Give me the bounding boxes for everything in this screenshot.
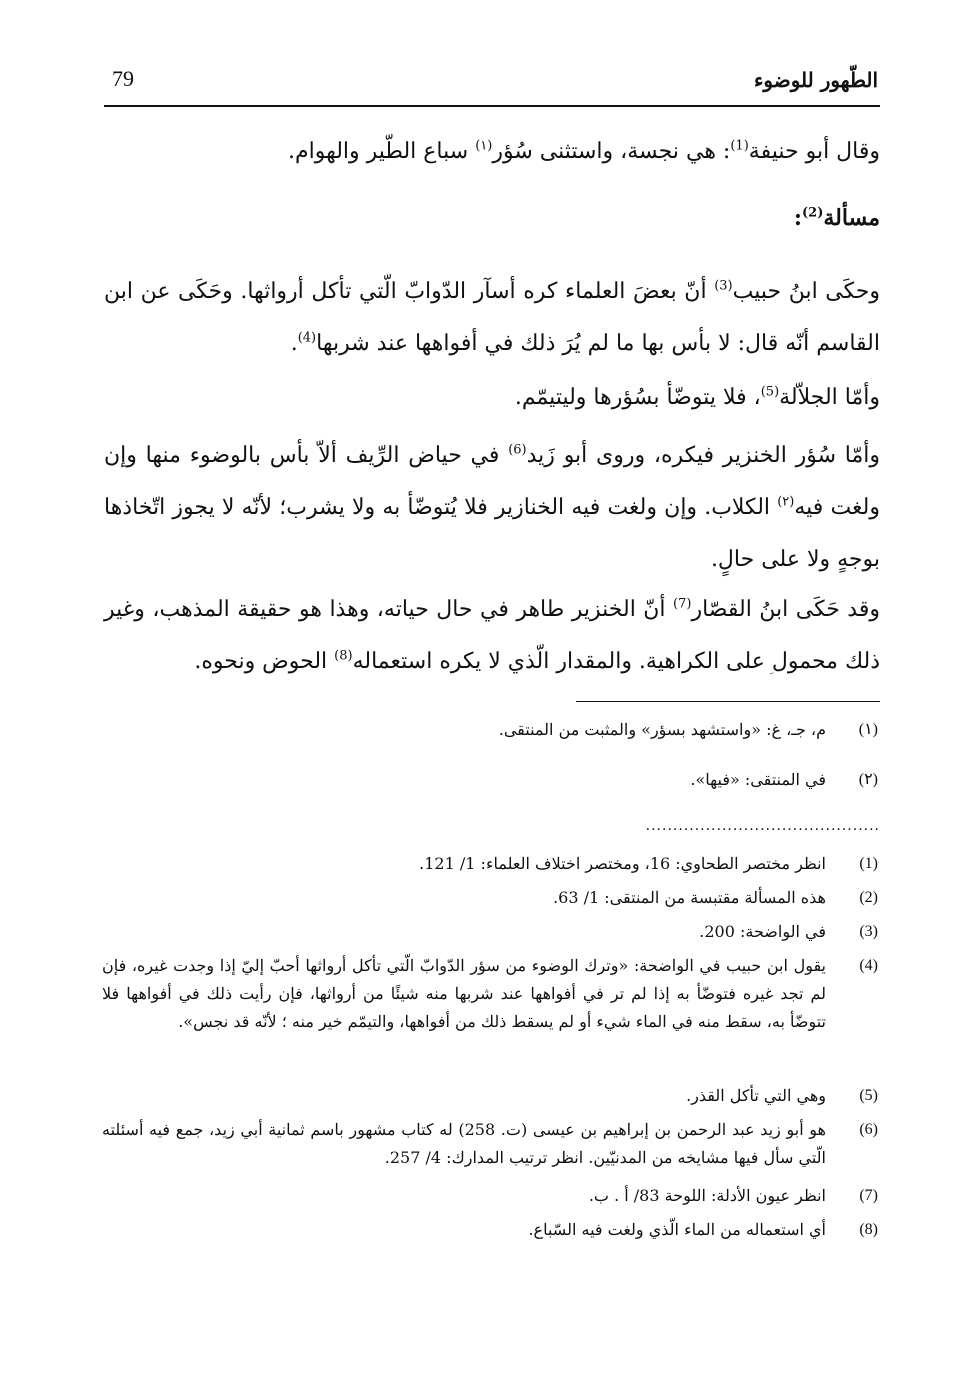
paragraph-3: [104, 372, 880, 424]
stray-mark: ﹶ: [770, 670, 774, 684]
footnote: [102, 952, 878, 1036]
footnote-text: في الواضحة: 200.: [699, 922, 826, 941]
footnote-text: هذه المسألة مقتبسة من المنتقى: 1/ 63.: [553, 888, 826, 907]
heading-colon: :: [793, 205, 803, 231]
footnote-number: (5): [859, 1087, 878, 1104]
footnote: [102, 918, 878, 946]
footnote-number: (7): [859, 1187, 878, 1204]
footnote-ref: (7): [673, 596, 692, 612]
footnote-ref: (3): [714, 278, 733, 294]
footnote: [102, 850, 878, 878]
variant-note: [102, 766, 878, 794]
variant-ref: (١): [475, 138, 493, 154]
paragraph-text: سباع الطّير والهوام.: [287, 139, 476, 164]
paragraph-text: أنّ بعضَ العلماء كره أسآر الدّوابّ الّتي تأكل أرواثها. وحَكَى عن ابن القاسم أنّه قال: لا بأس بها ما لم يُرَ ذلك في أفواهها عند شربها: [104, 279, 880, 356]
paragraph-text: الحوض ونحوه.: [194, 649, 335, 674]
paragraph-2: [104, 266, 880, 370]
footnote: [102, 1216, 878, 1244]
variant-note: [102, 716, 878, 744]
footnote-ref: (5): [760, 384, 780, 400]
variant-note-text: م، جـ، غ: «واستشهد بسؤر» والمثبت من المنتقى.: [498, 720, 826, 739]
footnote: [102, 884, 878, 912]
footnote-text: انظر مختصر الطحاوي: 16، ومختصر اختلاف العلماء: 1/ 121.: [419, 854, 826, 873]
footnote: [102, 1082, 878, 1110]
paragraph-text: أنّ الخنزير طاهر في حال حياته، وهذا هو حقيقة المذهب، وغير ذلك محمول على الكراهية. والمقدار الّذي لا يكره استعماله: [104, 597, 880, 674]
footnote-ref: (4): [297, 330, 317, 346]
variant-note-number: (٢): [858, 771, 878, 788]
paragraph-text: في حياض الرِّيف ألاّ بأس بالوضوء منها وإن ولغت فيه: [104, 443, 880, 520]
footnote-rule: [576, 701, 880, 702]
paragraph-text: وأمّا سُؤر الخنزير فيكره، وروى أبو زَيد: [526, 443, 880, 468]
section-heading: [104, 192, 880, 244]
paragraph-text: : هي نجسة، واستثنى سُؤر: [492, 139, 731, 164]
footnote-number: (2): [859, 889, 878, 906]
footnote-number: (6): [859, 1121, 878, 1138]
paragraph-4: [104, 430, 880, 586]
dotted-separator: ...........................................: [645, 818, 880, 834]
footnote-ref: (8): [334, 648, 353, 664]
footnote-number: (8): [859, 1221, 878, 1238]
paragraph-text: .: [290, 331, 298, 356]
paragraph-text: وقد حَكَى ابنُ القصّار: [691, 597, 880, 622]
paragraph-text: وأمّا الجلاّلة: [779, 385, 880, 410]
paragraph-text: الكلاب. وإن ولغت فيه الخنازير فلا يُتوضّأ به ولا يشرب؛ لأنّه لا يجوز اتّخاذها بوجهٍ ولا على حالٍ.: [104, 495, 880, 572]
footnote-number: (1): [859, 855, 878, 872]
footnote-text: وهي التي تأكل القذر.: [686, 1086, 826, 1105]
footnote-text: هو أبو زيد عبد الرحمن بن إبراهيم بن عيسى (ت. 258) له كتاب مشهور باسم ثمانية أبي زيد، جمع فيه أسئلته الّتي سأل فيها مشايخه من المدنيّين. انظر ترتيب المدارك: 4/ 257.: [102, 1120, 826, 1167]
footnote-ref: (1): [730, 138, 749, 154]
page-number: 79: [112, 66, 134, 91]
footnote-ref: (2): [802, 205, 824, 221]
footnote-ref: (6): [508, 442, 527, 458]
paragraph-text: ، فلا يتوضّأ بسُؤرها وليتيمّم.: [514, 385, 761, 410]
header-rule: [104, 105, 880, 107]
running-title: الطّهور للوضوء: [754, 68, 878, 92]
paragraph-text: وحكَى ابنُ حبيب: [732, 279, 880, 304]
footnote-number: (3): [859, 923, 878, 940]
footnote-text: انظر عيون الأدلة: اللوحة 83/ أ . ب.: [588, 1186, 826, 1205]
paragraph-text: وقال أبو حنيفة: [748, 139, 880, 164]
footnote-text: يقول ابن حبيب في الواضحة: «وترك الوضوء من سؤر الدّوابّ الّتي تأكل أرواثها أحبّ إليّ إذا وجدت غيره، فإن لم تجد غيره فتوضّأ به إذا لم تر في أفواهها عند شربها منه شيئًا من أرواثها، فإن رأيت ذلك في أفواهها فلا تتوضّأ به، سقط منه في الماء شيء أو لم يسقط ذلك من أفواهها، والتيمّم خير منه ؛ لأنّه قد نجس».: [102, 956, 826, 1031]
footnote-number: (4): [859, 957, 878, 974]
variant-note-text: في المنتقى: «فيها».: [690, 770, 826, 789]
variant-ref: (٢): [777, 494, 795, 510]
variant-note-number: (١): [858, 721, 878, 738]
footnote: [102, 1116, 878, 1172]
paragraph-1: [104, 126, 880, 178]
footnote: [102, 1182, 878, 1210]
footnote-text: أي استعماله من الماء الّذي ولغت فيه السّباع.: [528, 1220, 826, 1239]
paragraph-5: [104, 584, 880, 688]
heading-text: مسألة: [823, 205, 880, 231]
